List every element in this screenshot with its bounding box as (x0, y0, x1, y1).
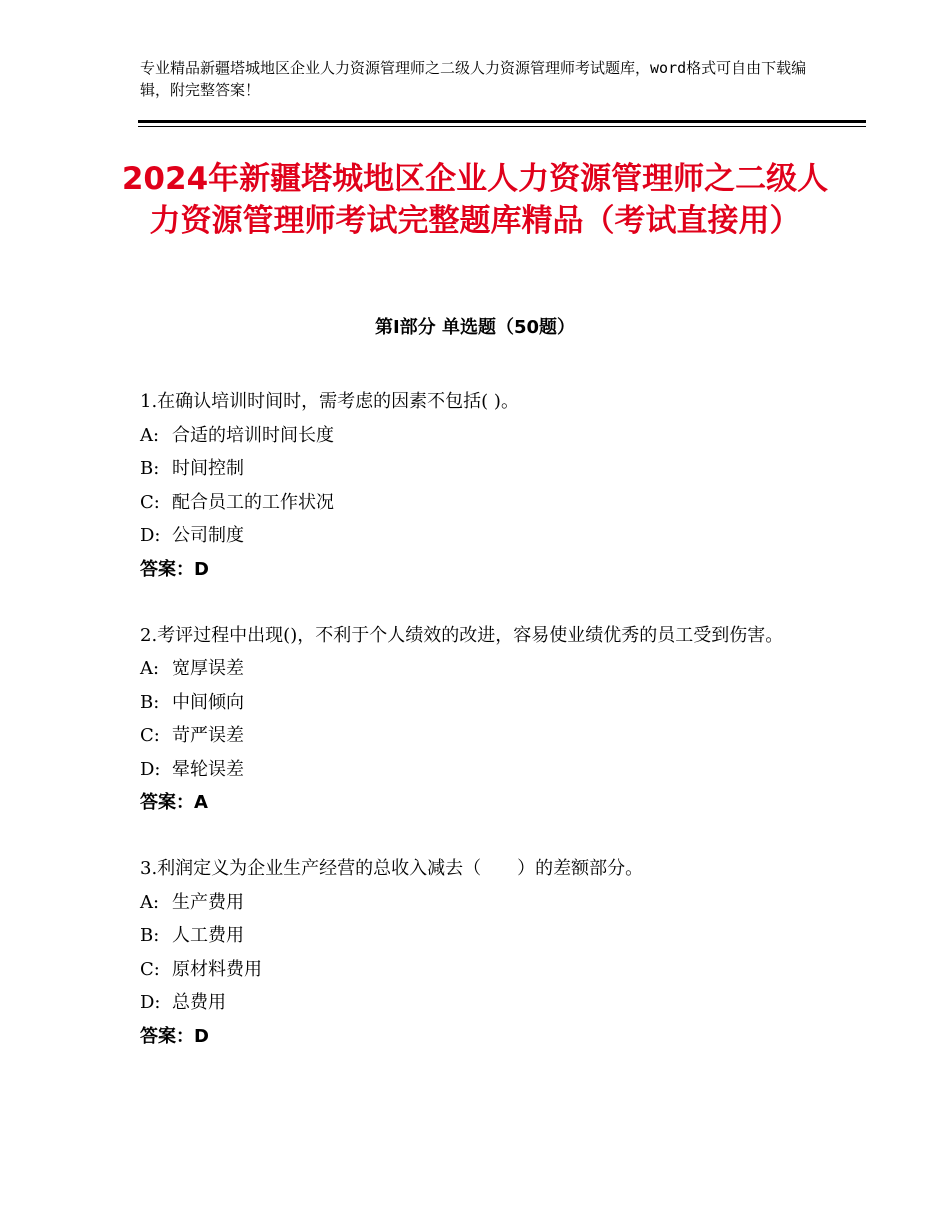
question-list (140, 385, 810, 1086)
option-text: 中间倾向 (172, 691, 244, 713)
option-letter: D: (140, 758, 161, 780)
option-text: 合适的培训时间长度 (172, 424, 334, 446)
answer-label: 答案： (140, 1025, 194, 1047)
question-text: 2.考评过程中出现()，不利于个人绩效的改进，容易使业绩优秀的员工受到伤害。 (140, 624, 784, 646)
answer-value: D (194, 558, 209, 580)
option-d (140, 753, 810, 787)
option-text: 晕轮误差 (172, 758, 244, 780)
option-letter: C: (140, 725, 160, 746)
option-letter: C: (140, 491, 160, 513)
question-text: 3.利润定义为企业生产经营的总收入减去（ ）的差额部分。 (140, 858, 644, 879)
option-text: 苛严误差 (172, 725, 244, 746)
section-title: 第Ⅰ部分 单选题（50题） (374, 317, 575, 338)
option-letter: A: (140, 658, 160, 679)
option-letter: D: (140, 992, 161, 1013)
answer-label: 答案： (140, 792, 194, 813)
option-text: 原材料费用 (172, 958, 262, 980)
header-note: 专业精品新疆塔城地区企业人力资源管理师之二级人力资源管理师考试题库，word格式可自由下载编辑，附完整答案！ (140, 59, 807, 99)
answer-line (140, 553, 810, 587)
answer-value: D (194, 1025, 209, 1047)
option-letter: B: (140, 691, 160, 713)
option-text: 公司制度 (172, 525, 244, 546)
answer-line (140, 786, 810, 820)
question-3 (140, 852, 810, 1054)
document-title: 2024年新疆塔城地区企业人力资源管理师之二级人力资源管理师考试完整题库精品（考试直接用） (121, 161, 829, 239)
question-text: 1.在确认培训时间时，需考虑的因素不包括( )。 (140, 391, 519, 412)
option-a (140, 886, 810, 920)
question-1 (140, 385, 810, 587)
option-b (140, 919, 810, 953)
option-text: 宽厚误差 (172, 658, 244, 679)
header-divider (138, 120, 866, 123)
option-letter: A: (140, 424, 160, 446)
question-2 (140, 619, 810, 821)
option-text: 生产费用 (172, 891, 244, 913)
answer-value: A (194, 792, 208, 813)
answer-label: 答案： (140, 558, 194, 580)
option-d (140, 986, 810, 1020)
answer-line (140, 1020, 810, 1054)
option-text: 时间控制 (172, 458, 244, 479)
option-letter: D: (140, 525, 161, 546)
option-c (140, 953, 810, 987)
option-c (140, 486, 810, 520)
option-letter: A: (140, 891, 160, 913)
option-letter: B: (140, 458, 160, 479)
option-text: 人工费用 (172, 925, 244, 946)
option-a (140, 419, 810, 453)
option-c (140, 719, 810, 753)
option-b (140, 686, 810, 720)
option-letter: C: (140, 958, 160, 980)
option-letter: B: (140, 925, 160, 946)
option-text: 配合员工的工作状况 (172, 491, 334, 513)
option-d (140, 519, 810, 553)
option-b (140, 452, 810, 486)
option-a (140, 652, 810, 686)
option-text: 总费用 (172, 992, 226, 1013)
